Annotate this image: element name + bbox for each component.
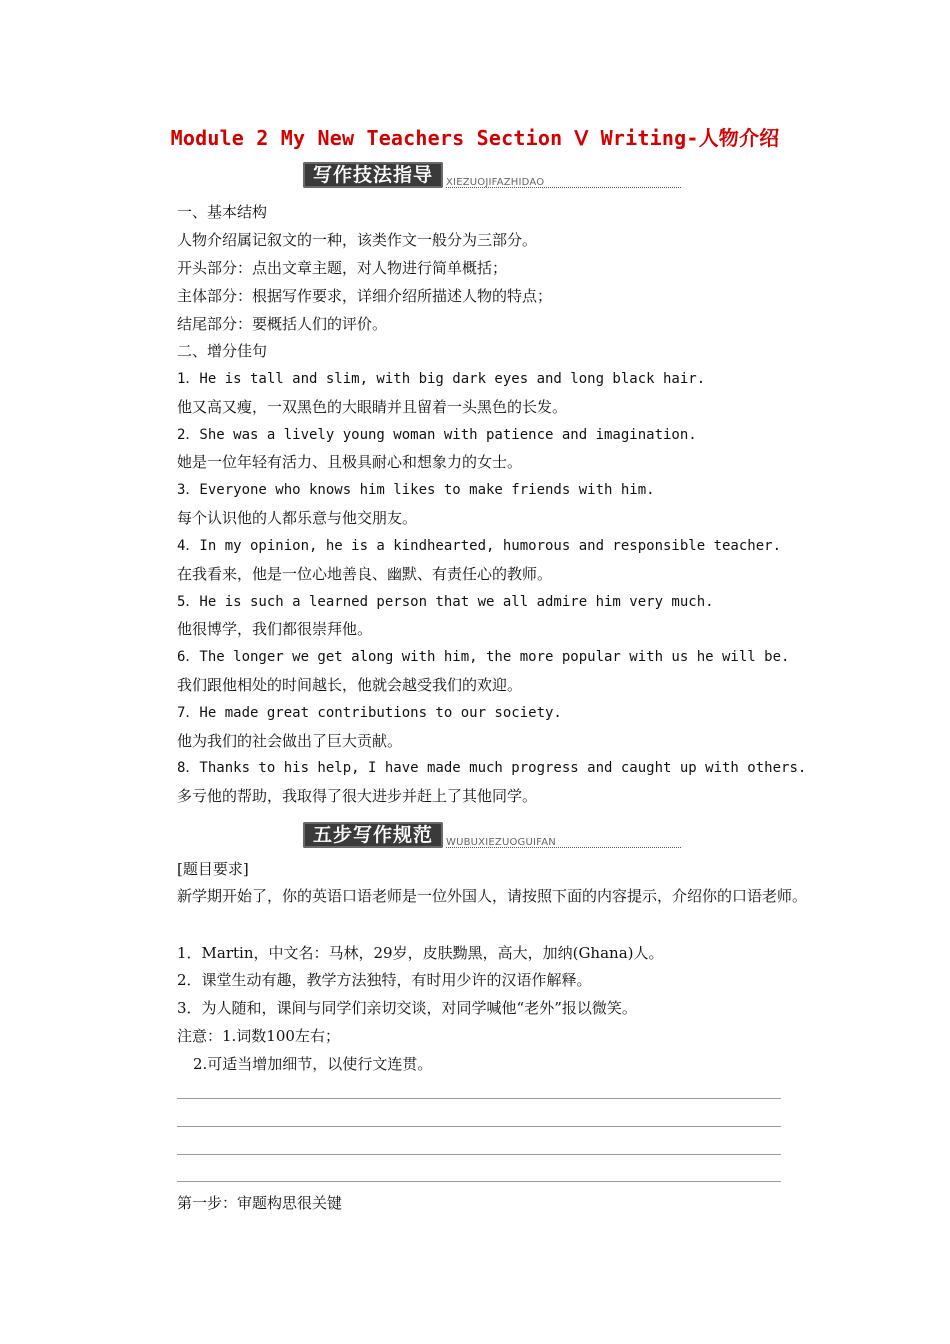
sentence-english: 1．He is tall and slim, with big dark eyes and long black hair. [177, 371, 706, 387]
banner-label: 写作技法指导 [303, 162, 443, 188]
section-banner-writing-skills [303, 162, 681, 188]
sentence-english: 3．Everyone who knows him likes to make friends with him. [177, 482, 655, 498]
section-heading-sentences: 二、增分佳句 [177, 342, 268, 360]
answer-line[interactable] [177, 1126, 781, 1127]
banner-dotted-line [446, 846, 681, 848]
sentence-english: 4．In my opinion, he is a kindhearted, humorous and responsible teacher. [177, 538, 782, 554]
banner-dotted-line [446, 186, 681, 188]
sentence-chinese: 他为我们的社会做出了巨大贡献。 [177, 732, 403, 750]
sentence-english: 5．He is such a learned person that we all admire him very much. [177, 594, 714, 610]
banner-pinyin: WUBUXIEZUOGUIFAN [446, 837, 556, 848]
banner-pinyin: XIEZUOJIFAZHIDAO [446, 177, 545, 188]
step-one-heading: 第一步：审题构思很关键 [177, 1194, 343, 1212]
sentence-chinese: 他很博学，我们都很崇拜他。 [177, 620, 373, 638]
sentence-chinese: 多亏他的帮助，我取得了很大进步并赶上了其他同学。 [177, 787, 538, 805]
sentence-chinese: 我们跟他相处的时间越长，他就会越受我们的欢迎。 [177, 676, 523, 694]
answer-line[interactable] [177, 1154, 781, 1155]
task-point: 3．为人随和，课间与同学们亲切交谈，对同学喊他“老外”报以微笑。 [177, 999, 637, 1017]
section-banner-five-steps [303, 822, 681, 848]
answer-line[interactable] [177, 1098, 781, 1099]
task-heading: [题目要求] [177, 860, 249, 878]
answer-line[interactable] [177, 1181, 781, 1182]
structure-line: 开头部分：点出文章主题，对人物进行简单概括； [177, 259, 508, 277]
structure-line: 人物介绍属记叙文的一种，该类作文一般分为三部分。 [177, 231, 538, 249]
task-note: 2.可适当增加细节，以使行文连贯。 [193, 1055, 433, 1073]
banner-label: 五步写作规范 [303, 822, 443, 848]
structure-line: 主体部分：根据写作要求，详细介绍所描述人物的特点； [177, 287, 553, 305]
sentence-english: 8．Thanks to his help, I have made much progress and caught up with others. [177, 760, 807, 776]
section-heading-structure: 一、基本结构 [177, 203, 268, 221]
structure-line: 结尾部分：要概括人们的评价。 [177, 315, 388, 333]
sentence-chinese: 每个认识他的人都乐意与他交朋友。 [177, 509, 418, 527]
sentence-chinese: 在我看来，他是一位心地善良、幽默、有责任心的教师。 [177, 565, 553, 583]
sentence-english: 7．He made great contributions to our society. [177, 705, 562, 721]
page-title: Module 2 My New Teachers Section Ⅴ Writing-人物介绍 [170, 126, 780, 150]
task-point: 1．Martin，中文名：马林，29岁，皮肤黝黑，高大，加纳(Ghana)人。 [177, 944, 664, 962]
sentence-chinese: 他又高又瘦，一双黑色的大眼睛并且留着一头黑色的长发。 [177, 398, 568, 416]
task-note: 注意：1.词数100左右； [177, 1027, 340, 1045]
sentence-english: 6．The longer we get along with him, the more popular with us he will be. [177, 649, 790, 665]
task-intro: 新学期开始了，你的英语口语老师是一位外国人，请按照下面的内容提示，介绍你的口语老师。 [177, 887, 808, 905]
task-point: 2．课堂生动有趣，教学方法独特，有时用少许的汉语作解释。 [177, 971, 592, 989]
sentence-english: 2．She was a lively young woman with patience and imagination. [177, 427, 697, 443]
sentence-chinese: 她是一位年轻有活力、且极具耐心和想象力的女士。 [177, 453, 523, 471]
